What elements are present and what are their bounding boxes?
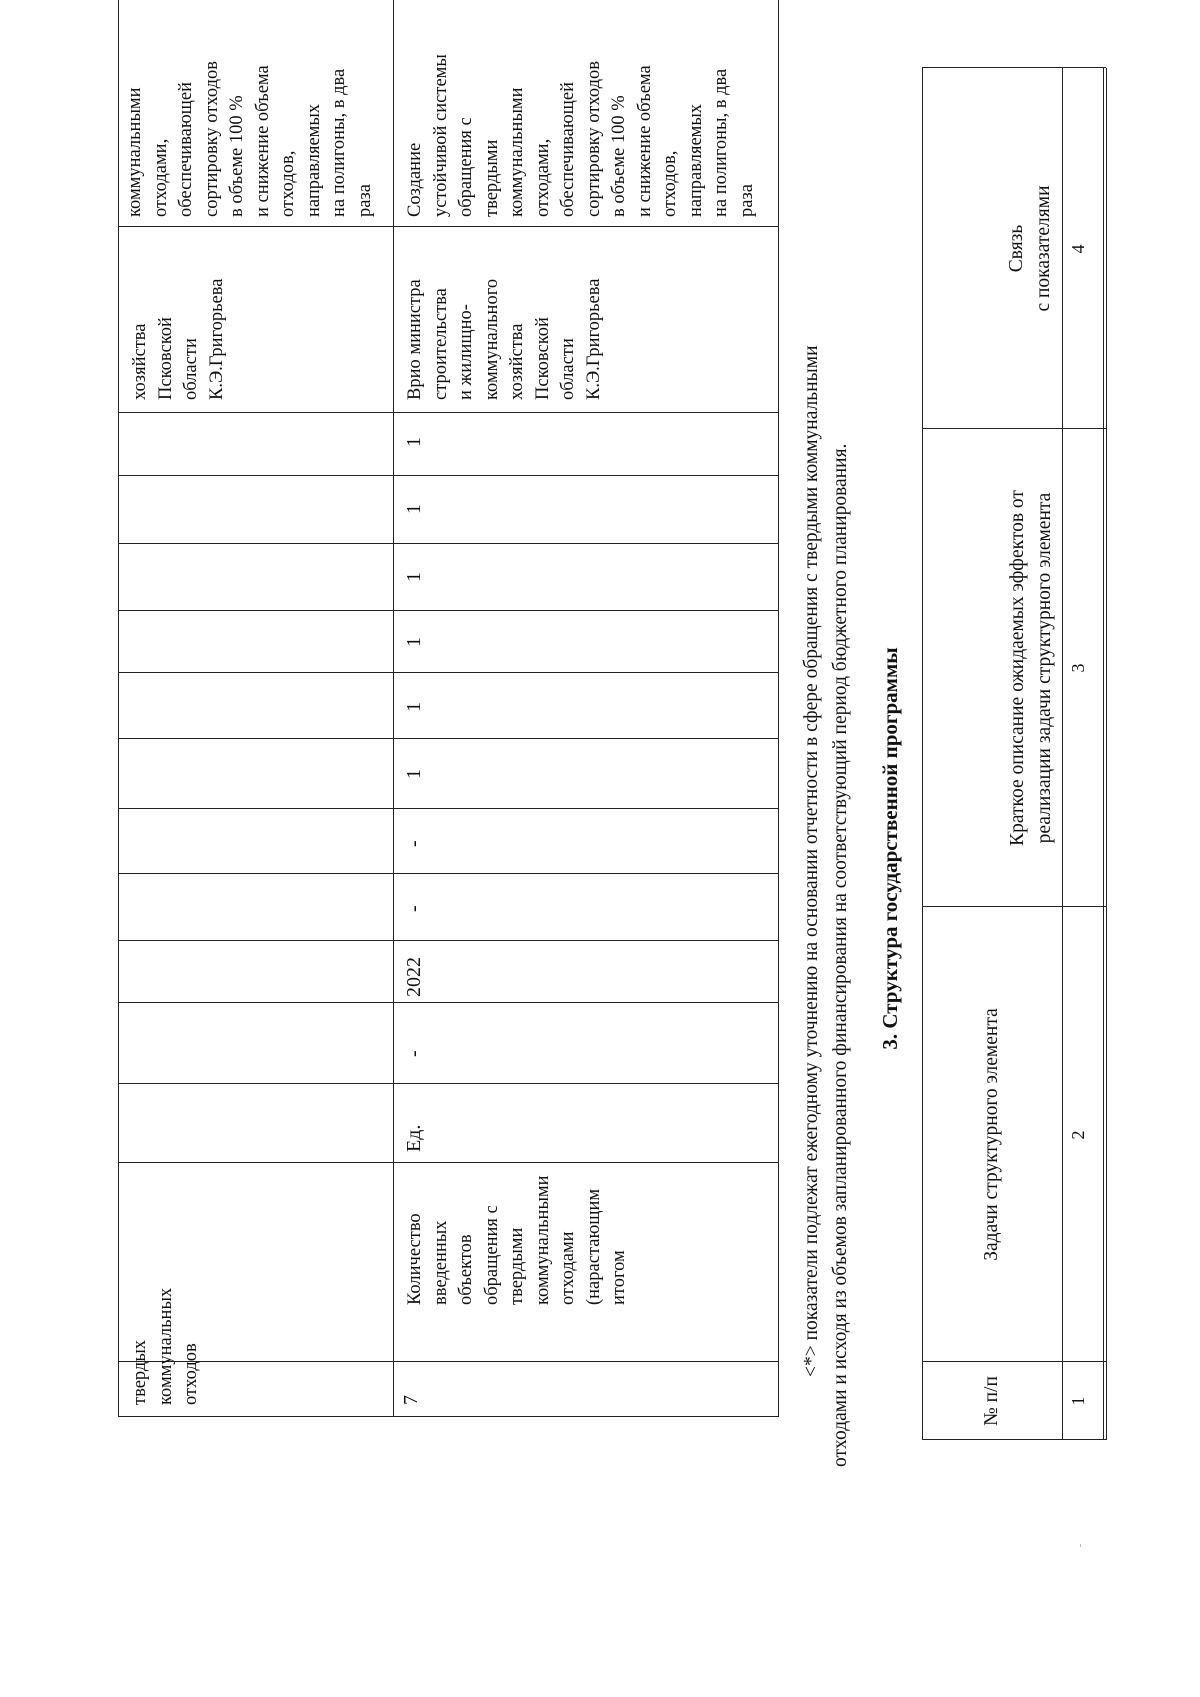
scan-speck bbox=[1080, 1544, 1081, 1547]
col-effects-header-line2: реализации задачи структурного элемента bbox=[1034, 492, 1055, 844]
col-link-header-line1: Связь bbox=[1006, 224, 1027, 273]
row7-base-year: 2022 bbox=[403, 957, 425, 997]
row7-indicator-name: Количество введенных объектов обращения с твердыми коммунальными отходами (нарастающим итогом bbox=[405, 1175, 629, 1305]
col-number-header: № п/п bbox=[981, 1376, 1002, 1426]
col-link-header-line2: с показателями bbox=[1033, 185, 1054, 312]
col-number-index: 1 bbox=[1068, 1396, 1088, 1406]
row7-base-value: - bbox=[403, 1050, 425, 1057]
row7-responsible: Врио министра строительства и жилищно- коммунального хозяйства Псковской области К.Э.Григорьева bbox=[405, 278, 604, 400]
row7-year-value: 1 bbox=[403, 769, 425, 779]
row7-year-value: 1 bbox=[403, 504, 425, 514]
row7-number: 7 bbox=[400, 1395, 422, 1405]
row7-year-value: 1 bbox=[403, 702, 425, 712]
row7-result: Создание устойчивой системы обращения с твердыми коммунальными отходами, обеспечивающей сортировку отходов в объеме 100 % и снижение объема отходов, направляемых на полигоны, в два раза bbox=[405, 54, 757, 217]
row7-year-value: - bbox=[403, 905, 425, 912]
row7-year-value: 1 bbox=[403, 637, 425, 647]
footnote-line-2: отходами и исходя из объемов запланированного финансирования на соответствующий период бюджетного планирования. bbox=[830, 443, 851, 1467]
cont-indicator-name: твердых коммунальных отходов bbox=[130, 1287, 201, 1405]
col-tasks-header: Задачи структурного элемента bbox=[981, 1008, 1002, 1261]
col-effects-header-line1: Краткое описание ожидаемых эффектов от bbox=[1007, 490, 1028, 846]
col-effects-index: 3 bbox=[1068, 663, 1088, 673]
cont-responsible: хозяйства Псковской области К.Э.Григорьева bbox=[130, 278, 227, 400]
row7-year-value: 1 bbox=[403, 572, 425, 582]
footnote-line-1: <*> показатели подлежат ежегодному уточнению на основании отчетности в сфере обращения с твердыми коммунальными bbox=[801, 345, 822, 1377]
row7-year-value: 1 bbox=[403, 437, 425, 447]
row7-unit: Ед. bbox=[403, 1124, 425, 1152]
cont-result: коммунальными отходами, обеспечивающей сортировку отходов в объеме 100 % и снижение объема отходов, направляемых на полигоны, в два раза bbox=[125, 60, 375, 217]
row7-year-value: - bbox=[403, 840, 425, 847]
col-tasks-index: 2 bbox=[1068, 1130, 1088, 1140]
section-title: 3. Структура государственной программы bbox=[878, 647, 902, 1050]
col-link-index: 4 bbox=[1068, 244, 1088, 254]
